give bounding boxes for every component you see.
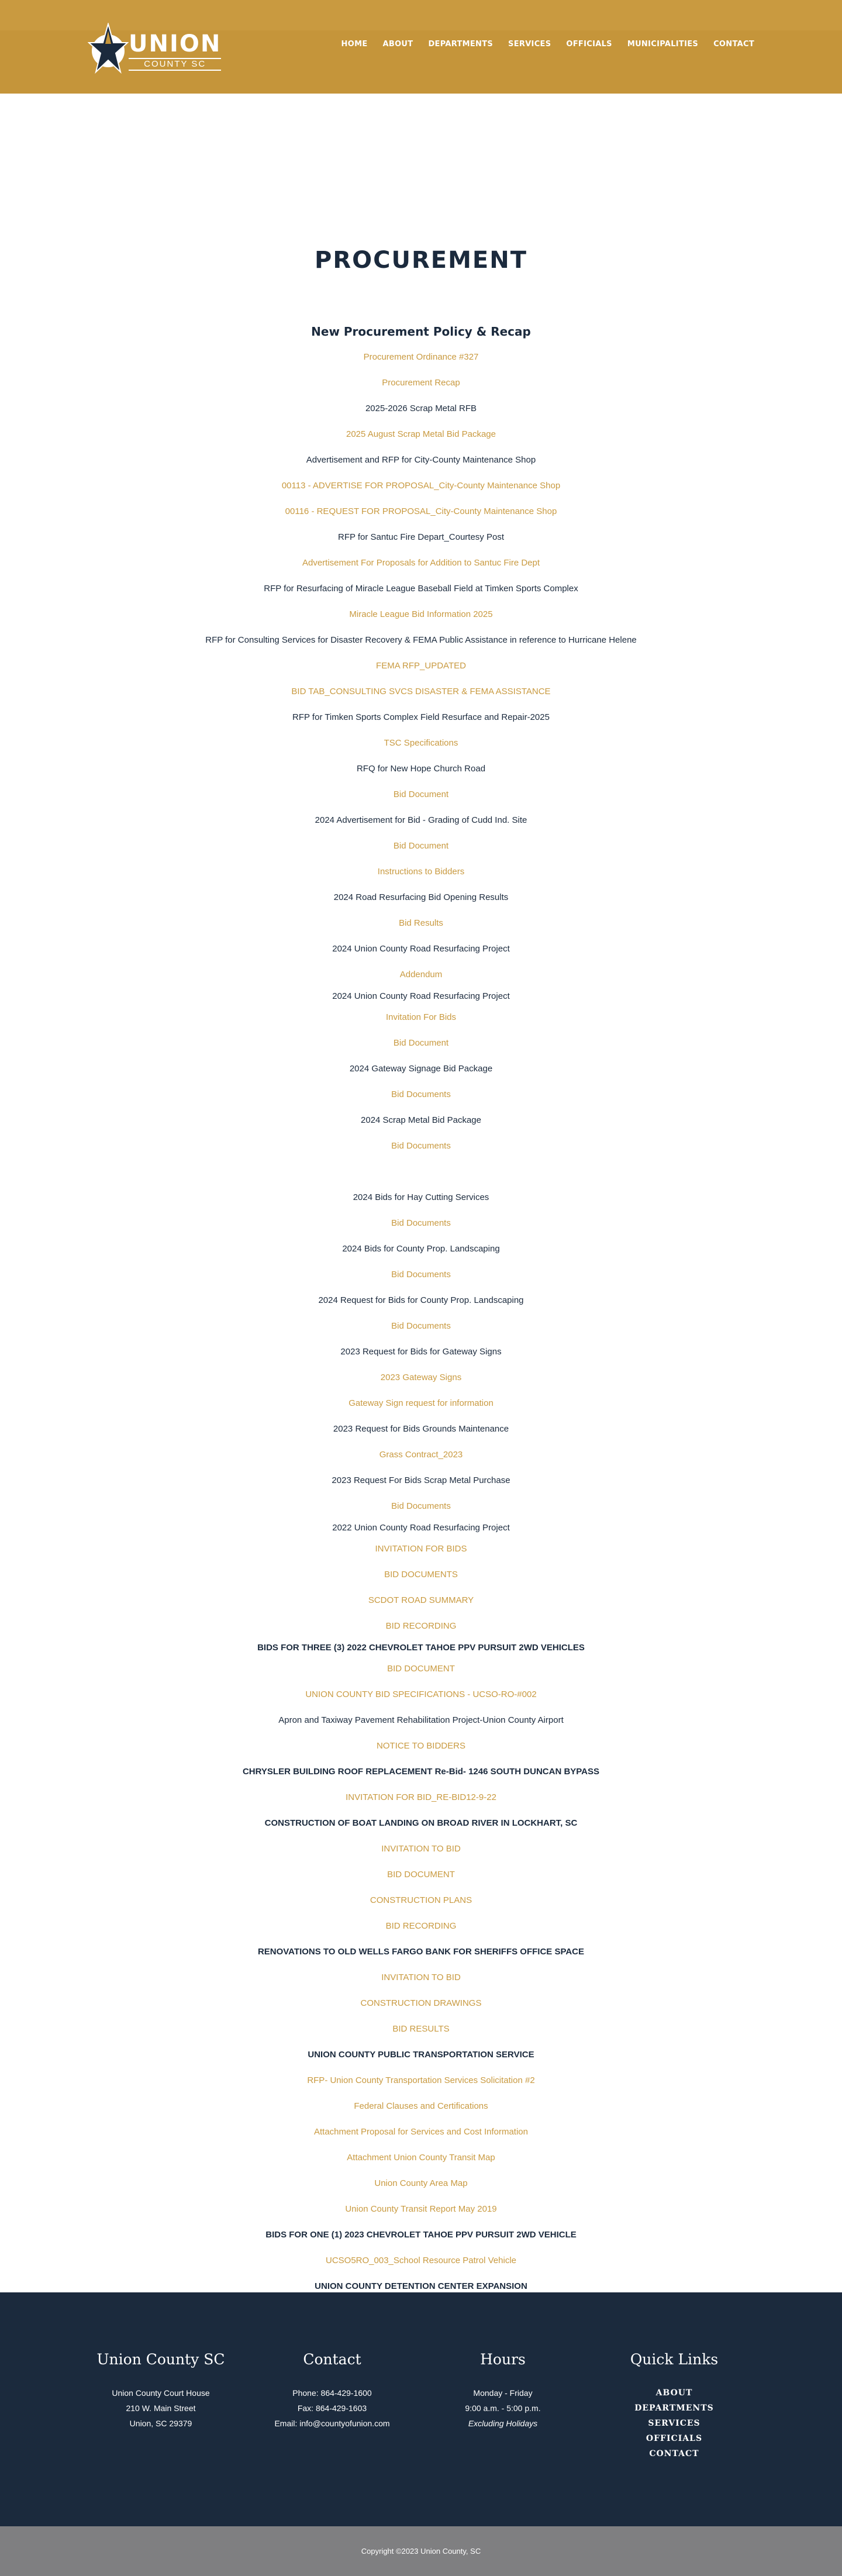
bid-title: 2023 Request for Bids Grounds Maintenance xyxy=(333,1424,509,1434)
bid-title: 2024 Advertisement for Bid - Grading of Cudd Ind. Site xyxy=(315,815,527,825)
document-link-item xyxy=(0,1082,842,1108)
nav-home[interactable]: HOME xyxy=(341,40,368,49)
document-link[interactable]: Addendum xyxy=(399,970,443,980)
footer-about-title: Union County SC xyxy=(96,2351,225,2368)
document-link[interactable]: CONSTRUCTION PLANS xyxy=(370,1895,472,1905)
document-link[interactable]: Miracle League Bid Information 2025 xyxy=(349,609,493,619)
footer-link-officials[interactable]: OFFICIALS xyxy=(646,2434,703,2443)
footer-address-line: 210 W. Main Street xyxy=(126,2403,196,2413)
bid-title: BIDS FOR ONE (1) 2023 CHEVROLET TAHOE PPV PURSUIT 2WD VEHICLE xyxy=(265,2230,577,2240)
document-link[interactable]: Bid Documents xyxy=(391,1141,451,1151)
footer-address-line: Union, SC 29379 xyxy=(129,2419,192,2428)
footer-hours-days: Monday - Friday xyxy=(473,2388,533,2398)
document-link[interactable]: Grass Contract_2023 xyxy=(379,1450,463,1460)
bid-title: UNION COUNTY PUBLIC TRANSPORTATION SERVICE xyxy=(308,2050,534,2060)
document-link[interactable]: Federal Clauses and Certifications xyxy=(354,2101,488,2111)
document-link[interactable]: BID DOCUMENT xyxy=(387,1870,455,1880)
document-link-item xyxy=(0,730,842,756)
document-link[interactable]: Advertisement For Proposals for Addition to Santuc Fire Dept xyxy=(302,558,540,568)
copyright-bar xyxy=(0,2526,842,2576)
footer-link-departments[interactable]: DEPARTMENTS xyxy=(634,2403,714,2413)
document-link-item xyxy=(0,1913,842,1939)
footer-hours-column xyxy=(427,2351,579,2431)
document-link-item xyxy=(0,1442,842,1468)
document-link[interactable]: INVITATION TO BID xyxy=(381,1972,461,1982)
document-link[interactable]: Attachment Proposal for Services and Cost Information xyxy=(313,2127,528,2137)
document-link-item xyxy=(0,1656,842,1682)
document-link-item xyxy=(0,1030,842,1056)
document-link-item xyxy=(0,473,842,499)
document-link[interactable]: RFP- Union County Transportation Services Solicitation #2 xyxy=(307,2075,535,2085)
bid-title: RFP for Timken Sports Complex Field Resurface and Repair-2025 xyxy=(292,712,550,722)
document-link-item xyxy=(0,1536,842,1562)
bid-title: 2024 Union County Road Resurfacing Project xyxy=(332,944,510,954)
document-link-item xyxy=(0,2094,842,2119)
document-link[interactable]: FEMA RFP_UPDATED xyxy=(376,661,466,671)
document-link-item xyxy=(0,911,842,936)
bid-title: 2025-2026 Scrap Metal RFB xyxy=(365,404,477,413)
document-link[interactable]: 00116 - REQUEST FOR PROPOSAL_City-County Maintenance Shop xyxy=(285,506,557,516)
document-link[interactable]: Bid Results xyxy=(399,918,443,928)
document-link-item xyxy=(0,1836,842,1862)
footer-link-services[interactable]: SERVICES xyxy=(648,2419,700,2428)
document-link[interactable]: INVITATION FOR BID_RE-BID12-9-22 xyxy=(346,1792,496,1802)
document-link-item xyxy=(0,1313,842,1339)
document-link-item xyxy=(0,2171,842,2196)
document-link[interactable]: Bid Document xyxy=(393,1038,449,1048)
footer-quicklinks-title: Quick Links xyxy=(630,2351,719,2368)
bid-title: RFP for Resurfacing of Miracle League Baseball Field at Timken Sports Complex xyxy=(264,584,578,594)
footer-hours-note: Excluding Holidays xyxy=(468,2419,538,2428)
nav-officials[interactable]: OFFICIALS xyxy=(566,40,612,49)
main-nav xyxy=(341,40,754,49)
document-link[interactable]: NOTICE TO BIDDERS xyxy=(377,1741,465,1751)
bid-title: UNION COUNTY DETENTION CENTER EXPANSION xyxy=(315,2281,527,2291)
document-link-item xyxy=(0,1965,842,1991)
bid-title: BIDS FOR THREE (3) 2022 CHEVROLET TAHOE PPV PURSUIT 2WD VEHICLES xyxy=(257,1643,585,1653)
bid-title: 2023 Request For Bids Scrap Metal Purchase xyxy=(332,1475,510,1485)
document-link-item xyxy=(0,1211,842,1236)
document-link[interactable]: TSC Specifications xyxy=(384,738,458,748)
document-link[interactable]: Bid Documents xyxy=(391,1089,451,1099)
document-link[interactable]: Bid Documents xyxy=(391,1321,451,1331)
document-link-item xyxy=(0,1733,842,1759)
bid-title: 2024 Bids for Hay Cutting Services xyxy=(353,1192,489,1202)
document-link[interactable]: BID RECORDING xyxy=(385,1621,457,1631)
document-link[interactable]: BID DOCUMENTS xyxy=(384,1570,458,1580)
bid-title: 2022 Union County Road Resurfacing Project xyxy=(332,1523,510,1533)
nav-departments[interactable]: DEPARTMENTS xyxy=(428,40,494,49)
document-link-item xyxy=(0,1991,842,2016)
bid-title: 2024 Request for Bids for County Prop. Landscaping xyxy=(318,1295,524,1305)
footer-quicklinks-column xyxy=(598,2351,750,2461)
footer-address-line: Union County Court House xyxy=(112,2388,210,2398)
nav-municipalities[interactable]: MUNICIPALITIES xyxy=(627,40,699,49)
section-heading: New Procurement Policy & Recap xyxy=(311,325,531,339)
document-link-item xyxy=(0,1562,842,1588)
logo-county-text: COUNTY SC xyxy=(129,58,221,71)
bid-title: Advertisement and RFP for City-County Maintenance Shop xyxy=(306,455,536,465)
document-link[interactable]: 00113 - ADVERTISE FOR PROPOSAL_City-County Maintenance Shop xyxy=(281,481,561,491)
bid-title: CONSTRUCTION OF BOAT LANDING ON BROAD RIVER IN LOCKHART, SC xyxy=(264,1818,578,1828)
document-link[interactable]: 2025 August Scrap Metal Bid Package xyxy=(346,429,496,439)
document-link-item xyxy=(0,422,842,447)
document-link-item xyxy=(0,499,842,525)
site-header xyxy=(0,0,842,94)
document-link-item xyxy=(0,344,842,370)
bid-title: RFQ for New Hope Church Road xyxy=(356,764,486,774)
document-link[interactable]: UNION COUNTY BID SPECIFICATIONS - UCSO-RO-#002 xyxy=(305,1689,537,1699)
bid-title: 2023 Request for Bids for Gateway Signs xyxy=(340,1347,502,1357)
footer-fax: Fax: 864-429-1603 xyxy=(297,2403,367,2413)
document-link-item xyxy=(0,859,842,885)
document-link[interactable]: INVITATION FOR BIDS xyxy=(375,1544,467,1554)
bid-title: RENOVATIONS TO OLD WELLS FARGO BANK FOR SHERIFFS OFFICE SPACE xyxy=(257,1947,585,1957)
document-link[interactable]: BID DOCUMENT xyxy=(387,1664,455,1674)
procurement-list xyxy=(0,319,842,2325)
footer-contact-column xyxy=(256,2351,408,2431)
document-link[interactable]: Bid Documents xyxy=(391,1218,451,1228)
document-link-item xyxy=(0,2119,842,2145)
document-link-item xyxy=(0,653,842,679)
site-footer xyxy=(0,2292,842,2526)
document-link-item xyxy=(0,2068,842,2094)
document-link-item xyxy=(0,2145,842,2171)
document-link-item xyxy=(0,1862,842,1888)
page-title: PROCUREMENT xyxy=(315,247,527,274)
document-link-item xyxy=(0,1365,842,1391)
bid-title: 2024 Bids for County Prop. Landscaping xyxy=(342,1244,500,1254)
footer-about-column xyxy=(85,2351,237,2431)
document-link[interactable]: BID RECORDING xyxy=(385,1921,457,1931)
document-link[interactable]: Gateway Sign request for information xyxy=(348,1398,494,1408)
document-link[interactable]: Invitation For Bids xyxy=(385,1012,457,1022)
nav-about[interactable]: ABOUT xyxy=(382,40,413,49)
document-link-item xyxy=(0,1391,842,1416)
document-link-item xyxy=(0,1682,842,1708)
star-logo-icon xyxy=(88,23,129,75)
document-link[interactable]: Procurement Recap xyxy=(382,378,460,388)
document-link[interactable]: BID RESULTS xyxy=(392,2024,450,2034)
footer-link-about[interactable]: ABOUT xyxy=(655,2388,693,2398)
document-link-item xyxy=(0,2248,842,2274)
bid-title: CHRYSLER BUILDING ROOF REPLACEMENT Re-Bid- 1246 SOUTH DUNCAN BYPASS xyxy=(242,1767,600,1777)
document-link[interactable]: UCSO5RO_003_School Resource Patrol Vehicle xyxy=(325,2256,516,2265)
bid-title: 2024 Scrap Metal Bid Package xyxy=(361,1115,481,1125)
site-logo[interactable] xyxy=(88,21,222,77)
bid-title: RFP for Consulting Services for Disaster Recovery & FEMA Public Assistance in reference to Hurricane Helene xyxy=(205,635,637,645)
document-link-item xyxy=(0,1133,842,1159)
document-link[interactable]: Union County Transit Report May 2019 xyxy=(345,2204,497,2214)
document-link[interactable]: Bid Document xyxy=(393,789,449,799)
document-link-item xyxy=(0,679,842,705)
document-link-item xyxy=(0,1613,842,1639)
document-link[interactable]: Bid Document xyxy=(393,841,449,851)
document-link-item xyxy=(0,1494,842,1519)
document-link-item xyxy=(0,1888,842,1913)
document-link-item xyxy=(0,2016,842,2042)
document-link-item xyxy=(0,1005,842,1030)
document-link-item xyxy=(0,1588,842,1613)
footer-hours-note-wrap xyxy=(427,2416,579,2431)
document-link-item xyxy=(0,550,842,576)
bid-title: 2024 Union County Road Resurfacing Project xyxy=(332,991,510,1001)
bid-title: 2024 Gateway Signage Bid Package xyxy=(349,1064,493,1074)
footer-contact-title: Contact xyxy=(303,2351,361,2368)
logo-wordmark xyxy=(129,32,221,71)
nav-contact[interactable]: CONTACT xyxy=(713,40,754,49)
document-link-item xyxy=(0,782,842,808)
copyright-text: Copyright ©2023 Union County, SC xyxy=(361,2547,481,2556)
footer-hours-time: 9:00 a.m. - 5:00 p.m. xyxy=(465,2403,541,2413)
document-link[interactable]: INVITATION TO BID xyxy=(381,1844,461,1854)
document-link[interactable]: Attachment Union County Transit Map xyxy=(347,2153,495,2163)
document-link-item xyxy=(0,833,842,859)
document-link-item xyxy=(0,1785,842,1811)
document-link[interactable]: Bid Documents xyxy=(391,1270,451,1280)
document-link[interactable]: Instructions to Bidders xyxy=(377,867,465,877)
bid-title: RFP for Santuc Fire Depart_Courtesy Post xyxy=(337,532,504,542)
footer-link-contact[interactable]: CONTACT xyxy=(649,2449,699,2458)
document-link-item xyxy=(0,602,842,627)
nav-services[interactable]: SERVICES xyxy=(508,40,551,49)
footer-hours-title: Hours xyxy=(480,2351,526,2368)
document-link[interactable]: 2023 Gateway Signs xyxy=(380,1373,462,1382)
document-link-item xyxy=(0,2196,842,2222)
document-link[interactable]: Procurement Ordinance #327 xyxy=(363,352,479,362)
footer-phone: Phone: 864-429-1600 xyxy=(292,2388,372,2398)
footer-email[interactable]: Email: info@countyofunion.com xyxy=(274,2419,390,2428)
bid-title: 2024 Road Resurfacing Bid Opening Results xyxy=(333,892,509,902)
document-link-item xyxy=(0,962,842,988)
document-link-item xyxy=(0,370,842,396)
document-link[interactable]: CONSTRUCTION DRAWINGS xyxy=(360,1998,482,2008)
document-link[interactable]: SCDOT ROAD SUMMARY xyxy=(368,1595,474,1605)
document-link[interactable]: Bid Documents xyxy=(391,1501,451,1511)
document-link[interactable]: Union County Area Map xyxy=(374,2178,468,2188)
logo-union-text: UNION xyxy=(129,30,222,57)
document-link[interactable]: BID TAB_CONSULTING SVCS DISASTER & FEMA ASSISTANCE xyxy=(291,687,551,696)
bid-title: Apron and Taxiway Pavement Rehabilitation Project-Union County Airport xyxy=(278,1715,564,1725)
document-link-item xyxy=(0,1262,842,1288)
